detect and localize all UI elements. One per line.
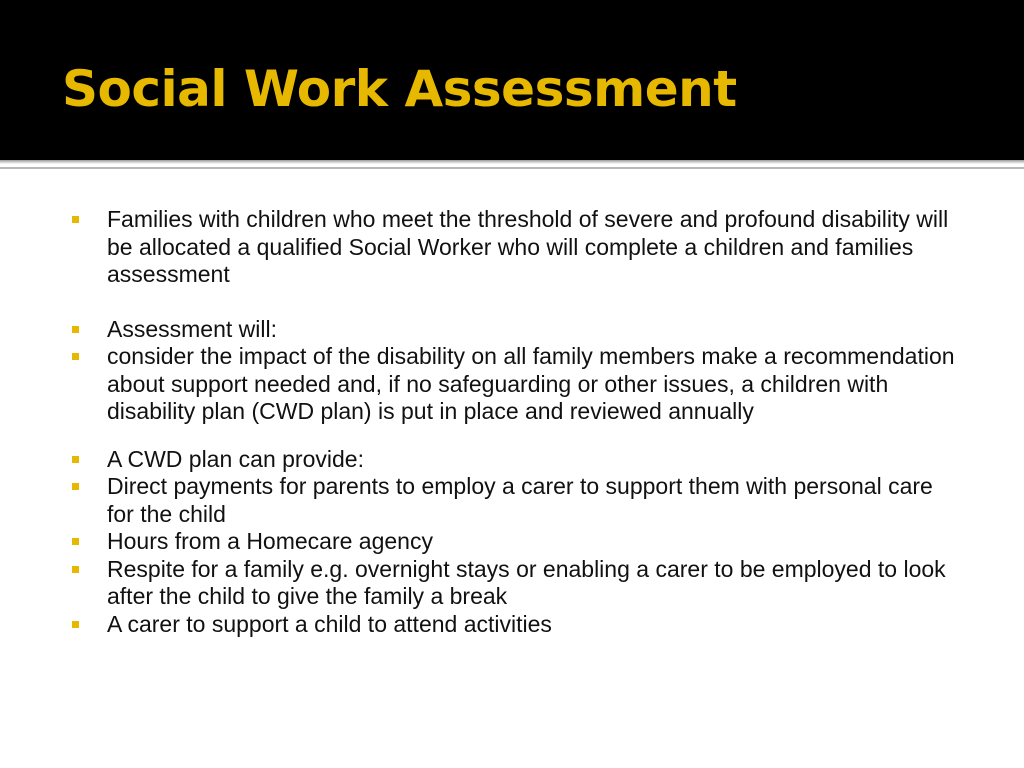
bullet-item: [0, 206, 1024, 289]
bullet-item: [0, 473, 1024, 528]
bullet-text: Hours from a Homecare agency: [107, 528, 433, 554]
bullet-item: [0, 446, 1024, 474]
title-bar-shadow: [0, 160, 1024, 164]
bullet-text: Assessment will:: [107, 315, 277, 342]
bullet-list: [0, 206, 1024, 638]
title-divider: [0, 167, 1024, 169]
bullet-text: A CWD plan can provide:: [107, 445, 364, 472]
square-bullet-icon: [72, 216, 79, 223]
bullet-text: Direct payments for parents to employ a carer to support them with personal care for the child: [107, 473, 933, 527]
bullet-text: Respite for a family e.g. overnight stays or enabling a carer to be employed to look after the child to give the family a break: [107, 555, 946, 609]
bullet-text: A carer to support a child to attend activities: [107, 610, 552, 637]
slide-title: Social Work Assessment: [62, 60, 737, 118]
square-bullet-icon: [72, 456, 79, 463]
square-bullet-icon: [72, 326, 79, 333]
square-bullet-icon: [72, 483, 79, 490]
title-bar: [0, 0, 1024, 160]
bullet-item: [0, 611, 1024, 639]
bullet-text: Families with children who meet the threshold of severe and profound disability will be allocated a qualified Social Worker who will complete a children and families assessment: [107, 206, 949, 287]
bullet-item: [0, 528, 1024, 556]
bullet-item: [0, 556, 1024, 611]
bullet-item: [0, 316, 1024, 344]
square-bullet-icon: [72, 621, 79, 628]
square-bullet-icon: [72, 353, 79, 360]
bullet-text: consider the impact of the disability on all family members make a recommendation about support needed and, if no safeguarding or other issues, a children with disability plan (CWD plan) is put in place and reviewed annually: [107, 343, 955, 424]
bullet-item: [0, 343, 1024, 426]
square-bullet-icon: [72, 538, 79, 545]
square-bullet-icon: [72, 566, 79, 573]
slide-body: [0, 206, 1024, 638]
